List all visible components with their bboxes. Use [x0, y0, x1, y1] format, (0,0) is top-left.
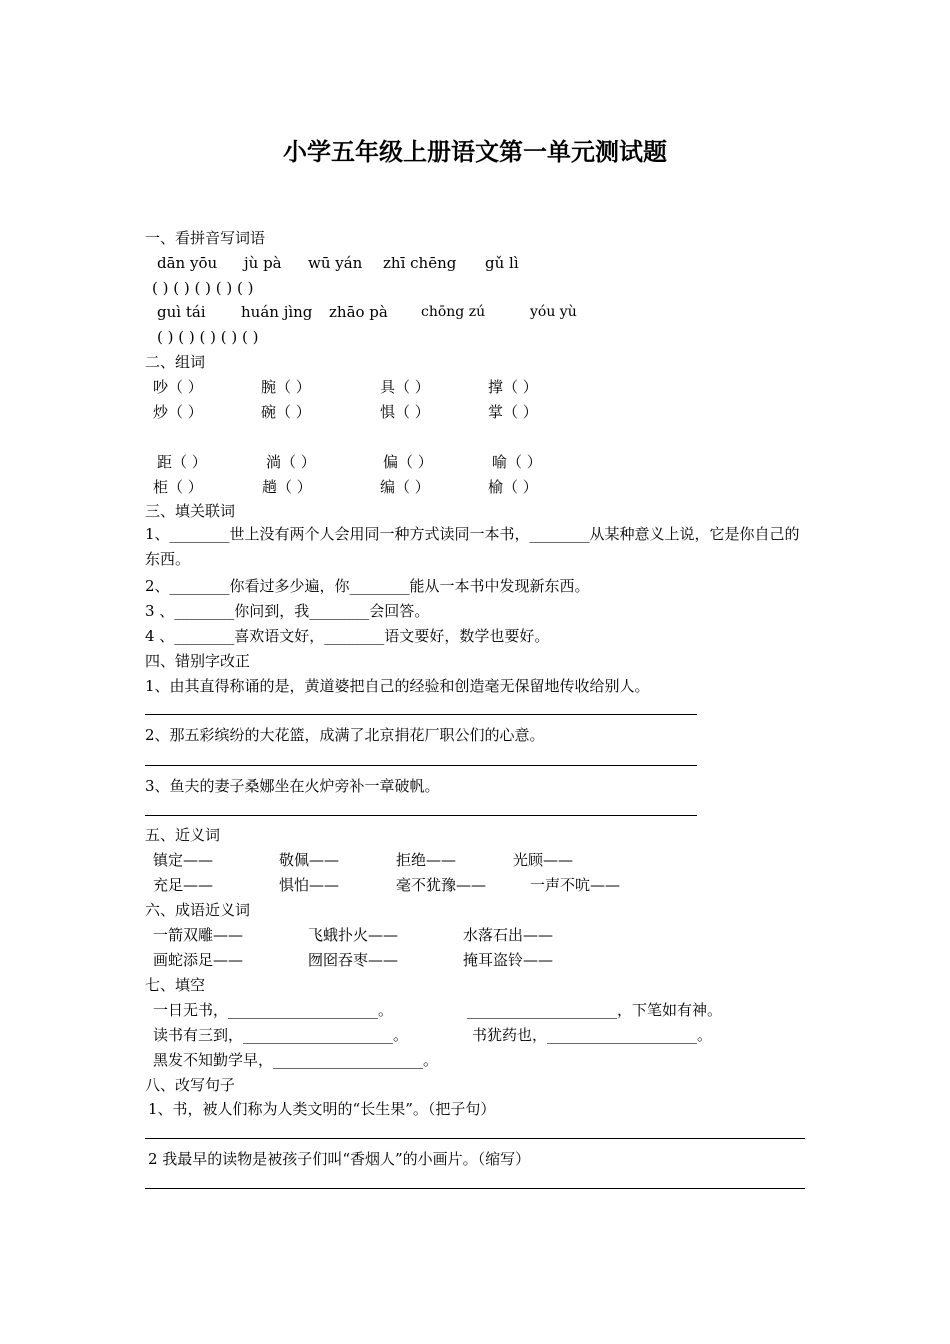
- pinyin-6: guì tái: [157, 303, 206, 321]
- typo-question-2: 2、那五彩缤纷的大花篮，成满了北京捐花厂职公们的心意。: [145, 726, 545, 744]
- synonym-item: 一声不吭——: [530, 876, 621, 894]
- idiom-item: 掩耳盗铃——: [463, 951, 554, 969]
- word-group-item: 掌（ ）: [488, 403, 538, 421]
- pinyin-9: chōng zú: [421, 304, 486, 320]
- idiom-item: 飞蛾扑火——: [308, 926, 399, 944]
- answer-line: [145, 765, 697, 766]
- answer-blanks-row-1: ( ) ( ) ( ) ( ) ( ): [152, 279, 254, 297]
- word-group-item: 编（ ）: [380, 478, 430, 496]
- word-group-item: 吵（ ）: [153, 378, 203, 396]
- word-group-item: 柜（ ）: [153, 478, 203, 496]
- pinyin-8: zhāo pà: [329, 303, 388, 321]
- synonym-item: 光顾——: [513, 851, 574, 869]
- word-group-item: 喻（ ）: [492, 453, 542, 471]
- section-5-heading: 五、近义词: [145, 826, 221, 844]
- idiom-item: 囫囵吞枣——: [308, 951, 399, 969]
- word-group-item: 撑（ ）: [488, 378, 538, 396]
- section-2-heading: 二、组词: [145, 353, 206, 371]
- synonym-item: 镇定——: [153, 851, 214, 869]
- synonym-item: 敬佩——: [279, 851, 340, 869]
- fill-blank-item: ____________________，下笔如有神。: [467, 1001, 723, 1019]
- pinyin-2: jù pà: [244, 254, 282, 272]
- word-group-item: 榆（ ）: [488, 478, 538, 496]
- idiom-item: 一箭双雕——: [153, 926, 244, 944]
- conjunction-question-2: 2、________你看过多少遍，你________能从一本书中发现新东西。: [145, 577, 590, 595]
- fill-blank-item: 一日无书，____________________。: [153, 1001, 394, 1019]
- answer-line: [145, 1188, 805, 1189]
- synonym-item: 毫不犹豫——: [396, 876, 487, 894]
- synonym-item: 充足——: [153, 876, 214, 894]
- section-8-heading: 八、改写句子: [145, 1076, 236, 1094]
- conjunction-question-1: 1、________世上没有两个人会用同一种方式读同一本书，________从某种意义上说，它是你自己的东西。: [145, 525, 800, 568]
- typo-question-3: 3、鱼夫的妻子桑娜坐在火炉旁补一章破帆。: [145, 777, 440, 795]
- word-group-item: 趟（ ）: [262, 478, 312, 496]
- rewrite-question-1: 1、书，被人们称为人类文明的“长生果”。（把子句）: [148, 1100, 496, 1118]
- word-group-item: 偏（ ）: [383, 453, 433, 471]
- pinyin-3: wū yán: [308, 254, 363, 272]
- word-group-item: 具（ ）: [380, 378, 430, 396]
- pinyin-7: huán jìng: [241, 303, 313, 321]
- section-7-heading: 七、填空: [145, 976, 206, 994]
- section-1-heading: 一、看拼音写词语: [145, 229, 266, 247]
- idiom-item: 水落石出——: [463, 926, 554, 944]
- idiom-item: 画蛇添足——: [153, 951, 244, 969]
- word-group-item: 淌（ ）: [266, 453, 316, 471]
- section-6-heading: 六、成语近义词: [145, 901, 251, 919]
- fill-blank-item: 黑发不知勤学早，____________________。: [153, 1051, 439, 1069]
- pinyin-10: yóu yù: [530, 304, 577, 320]
- section-3-heading: 三、填关联词: [145, 502, 236, 520]
- synonym-item: 惧怕——: [279, 876, 340, 894]
- pinyin-5: gǔ lì: [485, 254, 519, 272]
- fill-blank-item: 读书有三到，____________________。: [153, 1026, 409, 1044]
- answer-blanks-row-2: ( ) ( ) ( ) ( ) ( ): [157, 328, 259, 346]
- word-group-item: 炒（ ）: [153, 403, 203, 421]
- conjunction-question-3: 3 、________你问到，我________会回答。: [145, 602, 430, 620]
- word-group-item: 惧（ ）: [380, 403, 430, 421]
- answer-line: [145, 1138, 805, 1139]
- word-group-item: 碗（ ）: [261, 403, 311, 421]
- synonym-item: 拒绝——: [396, 851, 457, 869]
- word-group-item: 腕（ ）: [261, 378, 311, 396]
- rewrite-question-2: 2 我最早的读物是被孩子们叫“香烟人”的小画片。（缩写）: [148, 1150, 531, 1168]
- page-title: 小学五年级上册语文第一单元测试题: [283, 137, 667, 166]
- fill-blank-item: 书犹药也，____________________。: [472, 1026, 713, 1044]
- pinyin-1: dān yōu: [157, 254, 218, 272]
- answer-line: [145, 815, 697, 816]
- typo-question-1: 1、由其直得称诵的是，黄道婆把自己的经验和创造毫无保留地传收给别人。: [145, 677, 650, 695]
- answer-line: [145, 714, 697, 715]
- section-4-heading: 四、错别字改正: [145, 652, 251, 670]
- word-group-item: 距（ ）: [157, 453, 207, 471]
- pinyin-4: zhī chēng: [383, 254, 457, 272]
- conjunction-question-4: 4 、________喜欢语文好，________语文要好，数学也要好。: [145, 627, 550, 645]
